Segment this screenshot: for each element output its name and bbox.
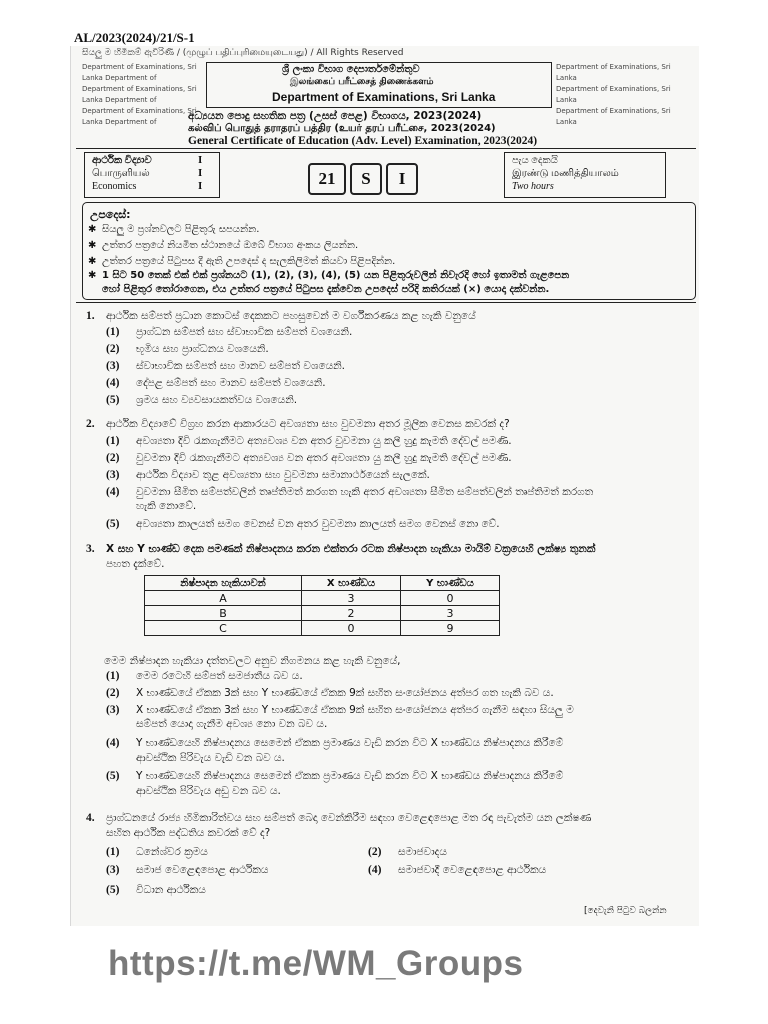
table-row [145,591,500,606]
production-possibility-table [144,575,500,636]
answer-option-continued: හැකි නොවේ. [136,500,197,512]
subject-ta: பொருளியல் [92,168,150,179]
answer-option: (4) Y භාණ්ඩයෙහි නිෂ්පාදනය සෙමෙන් ඒකක ප්‍රමාණය වැඩි කරන විට X භාණ්ඩය නිෂ්පාදනය කිරීමේ [106,737,564,749]
subject-code-box: S [350,163,382,195]
question-text: ආර්ථික විද්‍යාවේ විග්‍රහ කරන ආකාරයට අවශ්‍යතා සහ වුවමනා අතර මූලික වෙනස කවරක් ද? [106,418,510,430]
question-lead: මෙම නිෂ්පාදන හැකියා දත්තවලට අනුව නිගමනය කළ හැකි වනුයේ, [104,655,401,667]
instruction-item: ✱ උත්තර පත්‍රයේ පිටුපස දී ඇති උපදෙස් ද සැලකිලිමත් කියවා පිළිපදින්න. [88,256,396,267]
instruction-item: ✱ සියලු ම ප්‍රශ්නවලට පිළිතුරු සපයන්න. [88,224,260,235]
question-text: සහිත ආර්ථික පද්ධතිය කවරක් වේ ද? [106,827,271,839]
exam-title-si: අධ්‍යයන පොදු සහතික පත්‍ර (උසස් පෙළ) විභාගය, 2023(2024) [188,110,482,122]
subject-part: I [198,167,203,179]
watermark-link[interactable]: https://t.me/WM_Groups [108,944,524,983]
answer-option: (5) අවශ්‍යතා කාලයත් සමග වෙනස් වන අතර වුවමනා කාලයත් සමග වෙනස් නො වේ. [106,518,500,530]
table-header-cell: Y භාණ්ඩය [401,576,500,591]
answer-option: (3) X භාණ්ඩයේ ඒකක 3ක් සහ Y භාණ්ඩයේ ඒකක 9ක් සහිත සංයෝජනය අත්පර ගැනීම සඳහා සියලු ම [106,704,574,716]
time-en: Two hours [512,181,554,192]
subject-code-box: I [386,163,418,195]
answer-option: (2) සමාජවාදය [368,846,447,858]
answer-option: (4) සමාජවාදී වෙළෙඳපොළ ආර්ථිකය [368,864,547,876]
answer-option: (3) ආර්ථික විද්‍යාව තුළ අවශ්‍යතා සහ වුවමනා සමානාර්ථයෙන් සැලකේ. [106,469,430,481]
table-row [145,621,500,636]
side-text-right: Department of Examinations, Sri Lanka Department of Examinations, Sri Lanka Department of Examinations, Sri Lanka [556,63,671,126]
answer-option: (1) ධනේශ්වර ක්‍රමය [106,846,208,858]
instruction-item: ✱ උත්තර පත්‍රයේ නියමිත ස්ථානයේ ඔබේ විභාග අංකය ලියන්න. [88,240,359,251]
answer-option: (1) මෙම රටෙහි සම්පත් සමජාතීය බව ය. [106,670,303,682]
table-header-cell: X භාණ්ඩය [302,576,401,591]
table-cell: C [145,621,302,636]
side-text-left: Department of Examinations, Sri Lanka Department of Department of Examinations, Sri Lanka Department of Department of Examinations, Sri Lanka Department of [82,63,197,126]
dept-name-en: Department of Examinations, Sri Lanka [272,90,496,104]
table-cell: 2 [302,606,401,621]
subject-si: ආර්ථික විද්‍යාව [92,155,152,166]
instructions-heading: උපදෙස්: [90,208,131,221]
paper-code: AL/2023(2024)/21/S-1 [74,30,195,45]
subject-code-box: 21 [308,163,346,195]
section-divider [76,302,696,303]
question-text: ප්‍රාග්ධනයේ රාජ්‍ය හිමිකාරිත්වය සහ සම්පත් බෙදා වෙන්කිරීම සඳහා වෙළෙඳපොළ මත රඳා පැවැත්ම යන ලක්ෂණ [106,812,592,824]
subject-en: Economics [92,181,137,192]
rights-notice: සියලු ම හිමිකම් ඇවිරිණි / (முழுப் பதிப்புரிமையுடையது) / All Rights Reserved [82,48,404,58]
answer-option: (3) සමාජ වෙළෙඳපොළ ආර්ථිකය [106,864,269,876]
table-cell: 9 [401,621,500,636]
question-text: ආර්ථික සම්පත් ප්‍රධාන කොටස් දෙකකට පහසුවෙන් ම වර්ගීකරණය කළ හැකි වනුයේ [106,310,476,322]
next-page-note: [දෙවැනි පිටුව බලන්න [584,906,667,916]
table-cell: A [145,591,302,606]
answer-option-continued: ආවස්ථික පිරිවැය අඩු වන බව ය. [136,785,281,797]
answer-option: (3) ස්වාභාවික සම්පත් සහ මානව සම්පත් වශයෙනි. [106,360,346,372]
header-divider [76,148,696,149]
table-header-row [145,576,500,591]
table-cell: 3 [302,591,401,606]
answer-option: (1) ප්‍රාග්ධන සම්පත් සහ ස්වාභාවික සම්පත් වශයෙනි. [106,326,353,338]
table-cell: B [145,606,302,621]
answer-option: (2) වුවමනා දිවි රැකගැනීමට අත්‍යවශ්‍ය වන අතර අවශ්‍යතා යු කලී හුදු කැමති දේවල් පමණි. [106,452,512,464]
table-cell: 3 [401,606,500,621]
time-ta: இரண்டு மணித்தியாலம் [512,168,619,179]
table-cell: 0 [401,591,500,606]
question-number: 3. [86,543,95,555]
answer-option-continued: සම්පත් යොදා ගැනීම අවශ්‍ය නො වන බව ය. [136,718,328,730]
answer-option: (4) වුවමනා සීමිත සම්පත්වලින් තෘප්තිමත් කරගත හැකි අතර අවශ්‍යතා සීමිත සම්පත්වලින් තෘප්තිමත් කරගත [106,486,594,498]
instruction-item: ✱ 1 සිට 50 තෙක් එක් එක් ප්‍රශ්නයට (1), (2), (3), (4), (5) යන පිළිතුරුවලින් නිවැරදි හෝ ඉතාමත් ගැළපෙන [88,270,570,281]
instruction-item: හෝ පිළිතුර තෝරාගෙන, එය උත්තර පත්‍රයේ පිටුපස දැක්වෙන උපදෙස් පරිදි කතිරයක් (×) යොදා දක්වන්න. [102,284,550,295]
exam-title-en: General Certificate of Education (Adv. Level) Examination, 2023(2024) [188,135,538,147]
question-number: 1. [86,310,95,322]
exam-title-ta: கல்விப் பொதுத் தராதரப் பத்திர (உயர் தரப் பரீட்சை, 2023(2024) [188,123,496,134]
subject-part: I [198,180,203,192]
question-number: 4. [86,812,95,824]
answer-option: (2) භූමිය සහ ප්‍රාග්ධනය වශයෙනි. [106,343,269,355]
subject-part: I [198,154,203,166]
time-si: පැය දෙකයි [512,155,558,166]
question-number: 2. [86,418,95,430]
answer-option: (2) X භාණ්ඩයේ ඒකක 3ක් සහ Y භාණ්ඩයේ ඒකක 9ක් සහිත සංයෝජනය අත්පර ගත හැකි බව ය. [106,687,554,699]
answer-option: (5) Y භාණ්ඩයෙහි නිෂ්පාදනය සෙමෙන් ඒකක ප්‍රමාණය වැඩි කරන විට X භාණ්ඩය නිෂ්පාදනය කිරීමේ [106,770,564,782]
table-row [145,606,500,621]
table-cell: 0 [302,621,401,636]
question-text: X සහ Y භාණ්ඩ දෙක පමණක් නිෂ්පාදනය කරන එක්තරා රටක නිෂ්පාදන හැකියා මායිම් වක්‍රයෙහි ලක්ෂ්‍ය තුනක් [106,543,596,555]
answer-option-continued: ආවස්ථික පිරිවැය වැඩි වන බව ය. [136,752,285,764]
answer-option: (1) අවශ්‍යතා දිවි රැකගැනීමට අත්‍යවශ්‍ය වන අතර වුවමනා යු කලී හුදු කැමති දේවල් පමණි. [106,435,512,447]
question-text: පහත දැක්වේ. [106,558,165,570]
answer-option: (5) ශ්‍රමය සහ ව්‍යවසායකත්වය වශයෙනි. [106,394,298,406]
answer-option: (5) විධාන ආර්ථිකය [106,884,206,896]
dept-name-ta: இலங்கைப் பரீட்சைத் திணைக்களம் [290,77,434,87]
dept-name-si: ශ්‍රී ලංකා විභාග දෙපාර්තමේන්තුව [282,64,420,75]
answer-option: (4) දේපළ සම්පත් සහ මානව සම්පත් වශයෙනි. [106,377,326,389]
table-header-cell: නිෂ්පාදන හැකියාවන් [145,576,302,591]
